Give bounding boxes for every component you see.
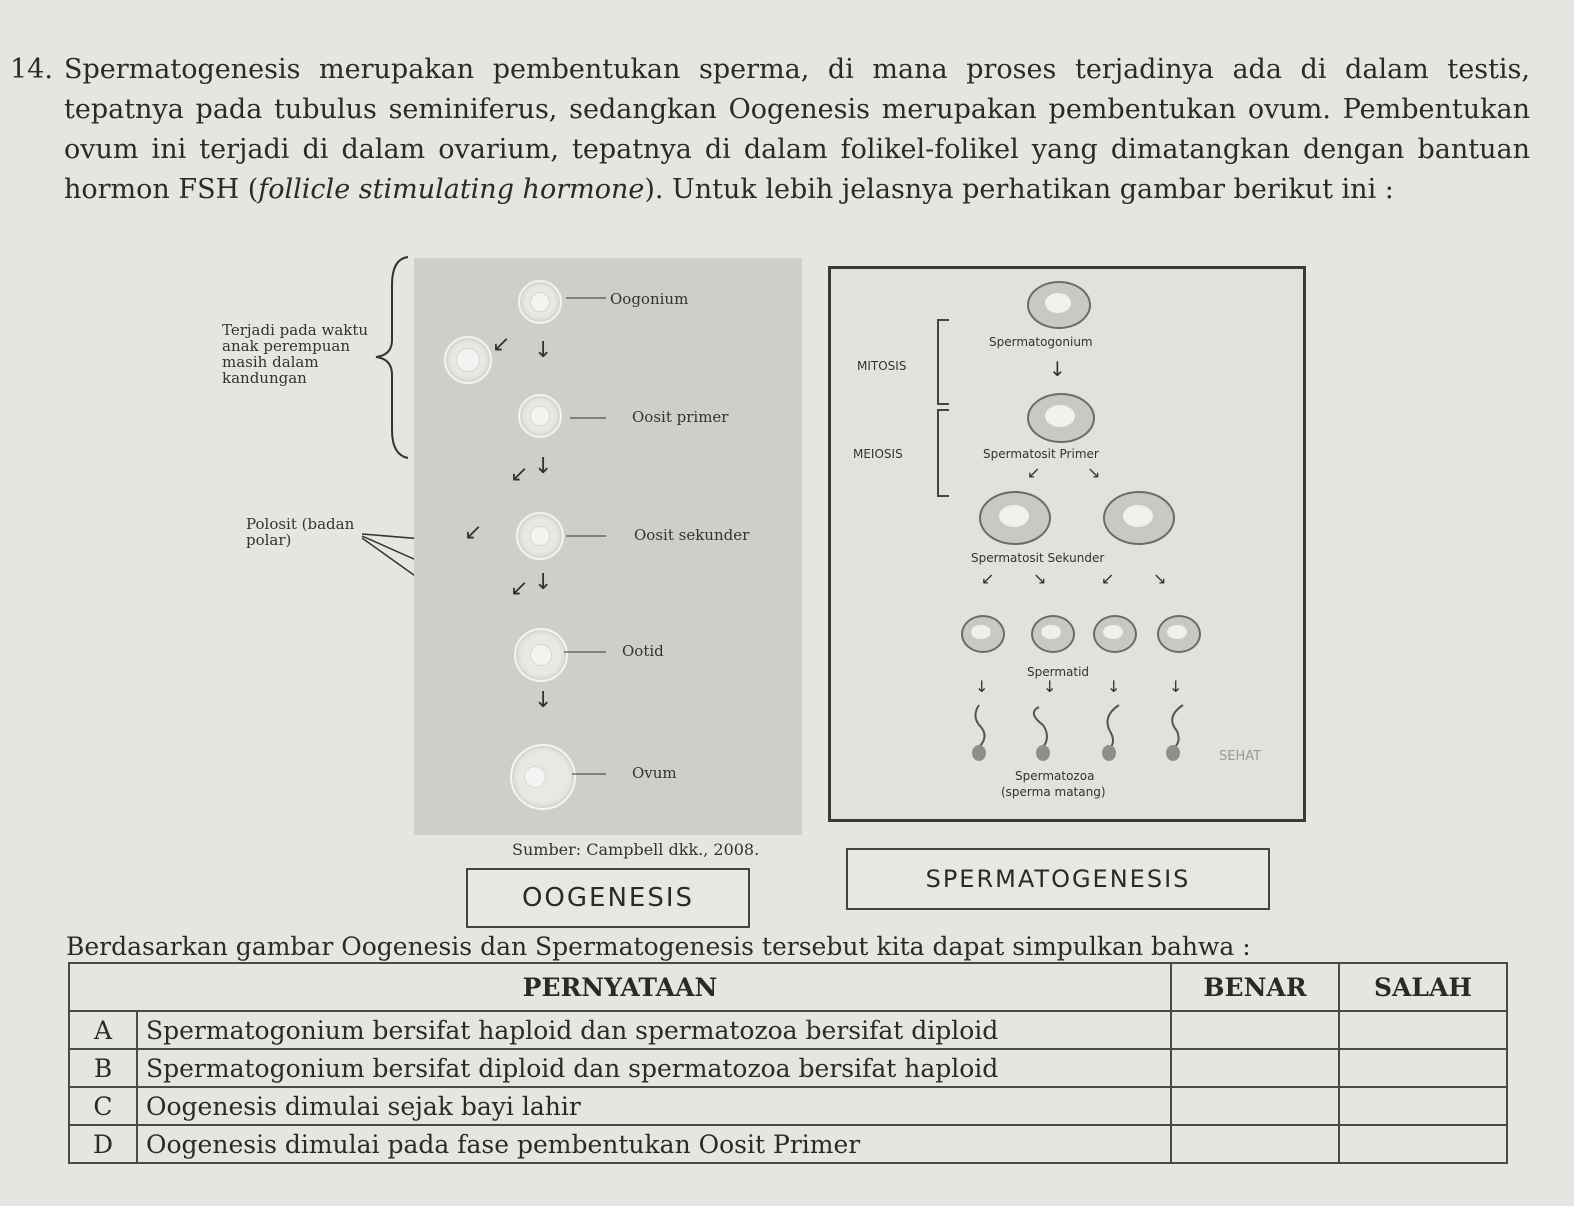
- arrow-down-icon: ↓: [1049, 357, 1066, 381]
- arrow-diag-icon: ↙: [510, 462, 529, 487]
- question-text: [64, 50, 1530, 210]
- arrow-diag-icon: ↘: [1087, 463, 1101, 482]
- oogenesis-bracket: [370, 255, 410, 460]
- secondary-spermatocyte-cell: [1103, 491, 1175, 545]
- table-header-row: [69, 963, 1507, 1011]
- row-statement: Oogenesis dimulai pada fase pembentukan Oosit Primer: [137, 1125, 1171, 1163]
- false-answer-cell[interactable]: [1339, 1125, 1507, 1163]
- spermatid-cell: [1157, 615, 1201, 653]
- spermatid-cell: [1093, 615, 1137, 653]
- secondary-spermatocyte-cell: [979, 491, 1051, 545]
- spermatogenesis-caption: SPERMATOGENESIS: [846, 848, 1270, 910]
- spermatozoa-drawing: [951, 703, 1211, 763]
- oogenesis-caption: OOGENESIS: [466, 868, 750, 928]
- row-letter: D: [69, 1125, 137, 1163]
- arrow-diag-icon: ↙: [981, 569, 995, 588]
- row-statement: Oogenesis dimulai sejak bayi lahir: [137, 1087, 1171, 1125]
- arrow-down-icon: ↓: [534, 570, 553, 595]
- stage-ovum: Ovum: [632, 764, 677, 782]
- stage-oogonium: Oogonium: [610, 290, 689, 308]
- arrow-diag-icon: ↙: [510, 576, 529, 601]
- stage-spermatogonium: Spermatogonium: [989, 335, 1093, 349]
- watermark-text: SEHAT: [1219, 749, 1262, 764]
- stage-spermatid: Spermatid: [1027, 665, 1090, 679]
- spermatozoa-note: (sperma matang): [1001, 785, 1106, 799]
- figure-source: Sumber: Campbell dkk., 2008.: [512, 840, 760, 859]
- false-answer-cell[interactable]: [1339, 1011, 1507, 1049]
- arrow-down-icon: ↓: [1043, 677, 1057, 696]
- arrow-diag-icon: ↘: [1153, 569, 1167, 588]
- spermatid-cell: [1031, 615, 1075, 653]
- spermatogonium-cell: [1027, 281, 1091, 329]
- true-answer-cell[interactable]: [1171, 1125, 1339, 1163]
- arrow-down-icon: ↓: [534, 688, 553, 713]
- arrow-down-icon: ↓: [534, 454, 553, 479]
- question-number: 14.: [10, 54, 53, 85]
- question-text-part2: ). Untuk lebih jelasnya perhatikan gambar berikut ini :: [644, 174, 1394, 205]
- primary-spermatocyte-cell: [1027, 393, 1095, 443]
- header-true: BENAR: [1171, 963, 1339, 1011]
- row-letter: B: [69, 1049, 137, 1087]
- arrow-diag-icon: ↙: [1101, 569, 1115, 588]
- mitosis-label: MITOSIS: [857, 359, 907, 373]
- mitosis-bracket: [937, 319, 949, 405]
- question-block: [0, 50, 1530, 210]
- true-answer-cell[interactable]: [1171, 1087, 1339, 1125]
- table-row: [69, 1049, 1507, 1087]
- row-letter: C: [69, 1087, 137, 1125]
- table-row: [69, 1125, 1507, 1163]
- stage-ootid: Ootid: [622, 642, 664, 660]
- header-statement: PERNYATAAN: [69, 963, 1171, 1011]
- spermatogenesis-panel: [828, 266, 1306, 822]
- false-answer-cell[interactable]: [1339, 1087, 1507, 1125]
- arrow-down-icon: ↓: [1107, 677, 1121, 696]
- question-text-part1: Spermatogenesis merupakan pembentukan sperma, di mana proses terjadinya ada di dalam testis, tepatnya pada tubulus seminiferus, sedangkan Oogenesis merupakan pembentukan ovum. Pembentukan ovum ini terjadi di dalam ovarium, tepatnya di dalam folikel-folikel yang dimatangkan dengan bantuan hormon FSH (: [64, 54, 1530, 205]
- row-letter: A: [69, 1011, 137, 1049]
- oogenesis-side-label: Terjadi pada waktu anak perempuan masih dalam kandungan: [222, 321, 369, 387]
- table-row: [69, 1087, 1507, 1125]
- arrow-diag-icon: ↙: [464, 520, 483, 545]
- true-answer-cell[interactable]: [1171, 1049, 1339, 1087]
- question-text-italic: follicle stimulating hormone: [258, 174, 645, 205]
- header-false: SALAH: [1339, 963, 1507, 1011]
- stage-primary-spermatocyte: Spermatosit Primer: [983, 447, 1099, 461]
- arrow-down-icon: ↓: [975, 677, 989, 696]
- meiosis-bracket: [937, 409, 949, 497]
- stage-spermatozoa: Spermatozoa: [1015, 769, 1095, 783]
- stage-secondary-oocyte: Oosit sekunder: [634, 526, 750, 544]
- arrow-diag-icon: ↙: [492, 332, 511, 357]
- row-statement: Spermatogonium bersifat diploid dan spermatozoa bersifat haploid: [137, 1049, 1171, 1087]
- polar-body-label: Polosit (badan polar): [246, 515, 355, 549]
- oogenesis-panel: [414, 258, 802, 835]
- conclusion-intro: Berdasarkan gambar Oogenesis dan Spermatogenesis tersebut kita dapat simpulkan bahwa :: [66, 932, 1251, 961]
- spermatid-cell: [961, 615, 1005, 653]
- statement-table: [68, 962, 1508, 1164]
- meiosis-label: MEIOSIS: [853, 447, 903, 461]
- row-statement: Spermatogonium bersifat haploid dan spermatozoa bersifat diploid: [137, 1011, 1171, 1049]
- stage-leader-lines: [414, 258, 802, 835]
- false-answer-cell[interactable]: [1339, 1049, 1507, 1087]
- arrow-down-icon: ↓: [1169, 677, 1183, 696]
- arrow-diag-icon: ↙: [1027, 463, 1041, 482]
- table-row: [69, 1011, 1507, 1049]
- true-answer-cell[interactable]: [1171, 1011, 1339, 1049]
- stage-primary-oocyte: Oosit primer: [632, 408, 729, 426]
- stage-secondary-spermatocyte: Spermatosit Sekunder: [971, 551, 1105, 565]
- arrow-down-icon: ↓: [534, 338, 553, 363]
- arrow-diag-icon: ↘: [1033, 569, 1047, 588]
